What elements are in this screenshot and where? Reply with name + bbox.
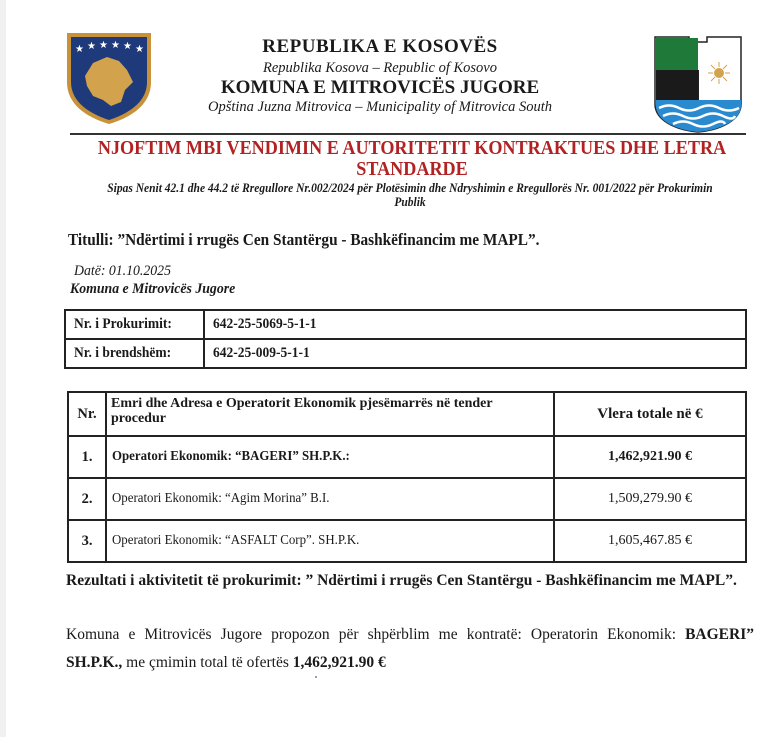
operator-value: 1,605,467.85 €	[554, 520, 746, 562]
row-number: 1.	[68, 436, 106, 478]
svg-text:★: ★	[111, 40, 120, 51]
scan-edge	[0, 0, 6, 737]
row-number: 3.	[68, 520, 106, 562]
operator-value: 1,509,279.90 €	[554, 478, 746, 520]
award-proposal: Komuna e Mitrovicës Jugore propozon për shpërblim me kontratë: Operatorin Ekonomik: BAGERI” SH.P.K., me çmimin total të ofertës 1,462,921.90 €	[66, 626, 754, 671]
row-number: 2.	[68, 478, 106, 520]
notice-title: NJOFTIM MBI VENDIMIN E AUTORITETIT KONTRAKTUES DHE LETRA STANDARDE	[97, 138, 727, 180]
kosovo-coat-of-arms-icon	[63, 30, 155, 126]
table-header-row	[68, 392, 746, 436]
svg-text:★: ★	[135, 44, 144, 55]
municipality-subheading: Opština Juzna Mitrovica – Municipality of Mitrovica South	[207, 99, 553, 115]
table-row	[65, 310, 746, 339]
column-header-value: Vlera totale në €	[554, 392, 746, 436]
operator-name: Operatori Ekonomik: “ASFALT Corp”. SH.P.K.	[106, 520, 554, 562]
internal-number-value: 642-25-009-5-1-1	[204, 339, 746, 368]
operator-name: Operatori Ekonomik: “BAGERI” SH.P.K.:	[106, 436, 554, 478]
svg-text:★: ★	[123, 41, 132, 52]
svg-text:★: ★	[99, 40, 108, 51]
column-header-nr: Nr.	[68, 392, 106, 436]
legal-basis: Sipas Nenit 42.1 dhe 44.2 të Rregullore Nr.002/2024 për Plotësimin dhe Ndryshimin e Rregullorës Nr. 001/2022 për Prokurimin Publik	[107, 181, 713, 209]
internal-number-label: Nr. i brendshëm:	[65, 339, 204, 368]
republic-subheading: Republika Kosova – Republic of Kosovo	[263, 60, 497, 76]
scan-speck	[315, 676, 317, 678]
table-row	[68, 436, 746, 478]
table-row	[68, 520, 746, 562]
republic-heading: REPUBLIKA E KOSOVËS	[262, 36, 498, 57]
procurement-number-value: 642-25-5069-5-1-1	[204, 310, 746, 339]
header-divider	[70, 133, 746, 135]
procurement-number-label: Nr. i Prokurimit:	[65, 310, 204, 339]
column-header-operator: Emri dhe Adresa e Operatorit Ekonomik pjesëmarrës në tender procedur	[106, 392, 554, 436]
table-row	[68, 478, 746, 520]
contracting-authority: Komuna e Mitrovicës Jugore	[70, 281, 236, 297]
document-title: Titulli: ”Ndërtimi i rrugës Cen Stantërgu - Bashkëfinancim me MAPL”.	[68, 230, 540, 249]
municipality-heading: KOMUNA E MITROVICËS JUGORE	[220, 77, 540, 98]
svg-text:★: ★	[87, 41, 96, 52]
operator-name: Operatori Ekonomik: “Agim Morina” B.I.	[106, 478, 554, 520]
mitrovica-coat-of-arms-icon	[651, 34, 745, 134]
operator-value: 1,462,921.90 €	[554, 436, 746, 478]
document-date: Datë: 01.10.2025	[74, 263, 171, 279]
table-row	[65, 339, 746, 368]
procurement-ids-table	[64, 309, 747, 369]
svg-text:★: ★	[75, 44, 84, 55]
economic-operators-table	[67, 391, 747, 563]
procurement-result: Rezultati i aktivitetit të prokurimit: ” Ndërtimi i rrugës Cen Stantërgu - Bashkëfinancim me MAPL”.	[66, 572, 737, 589]
